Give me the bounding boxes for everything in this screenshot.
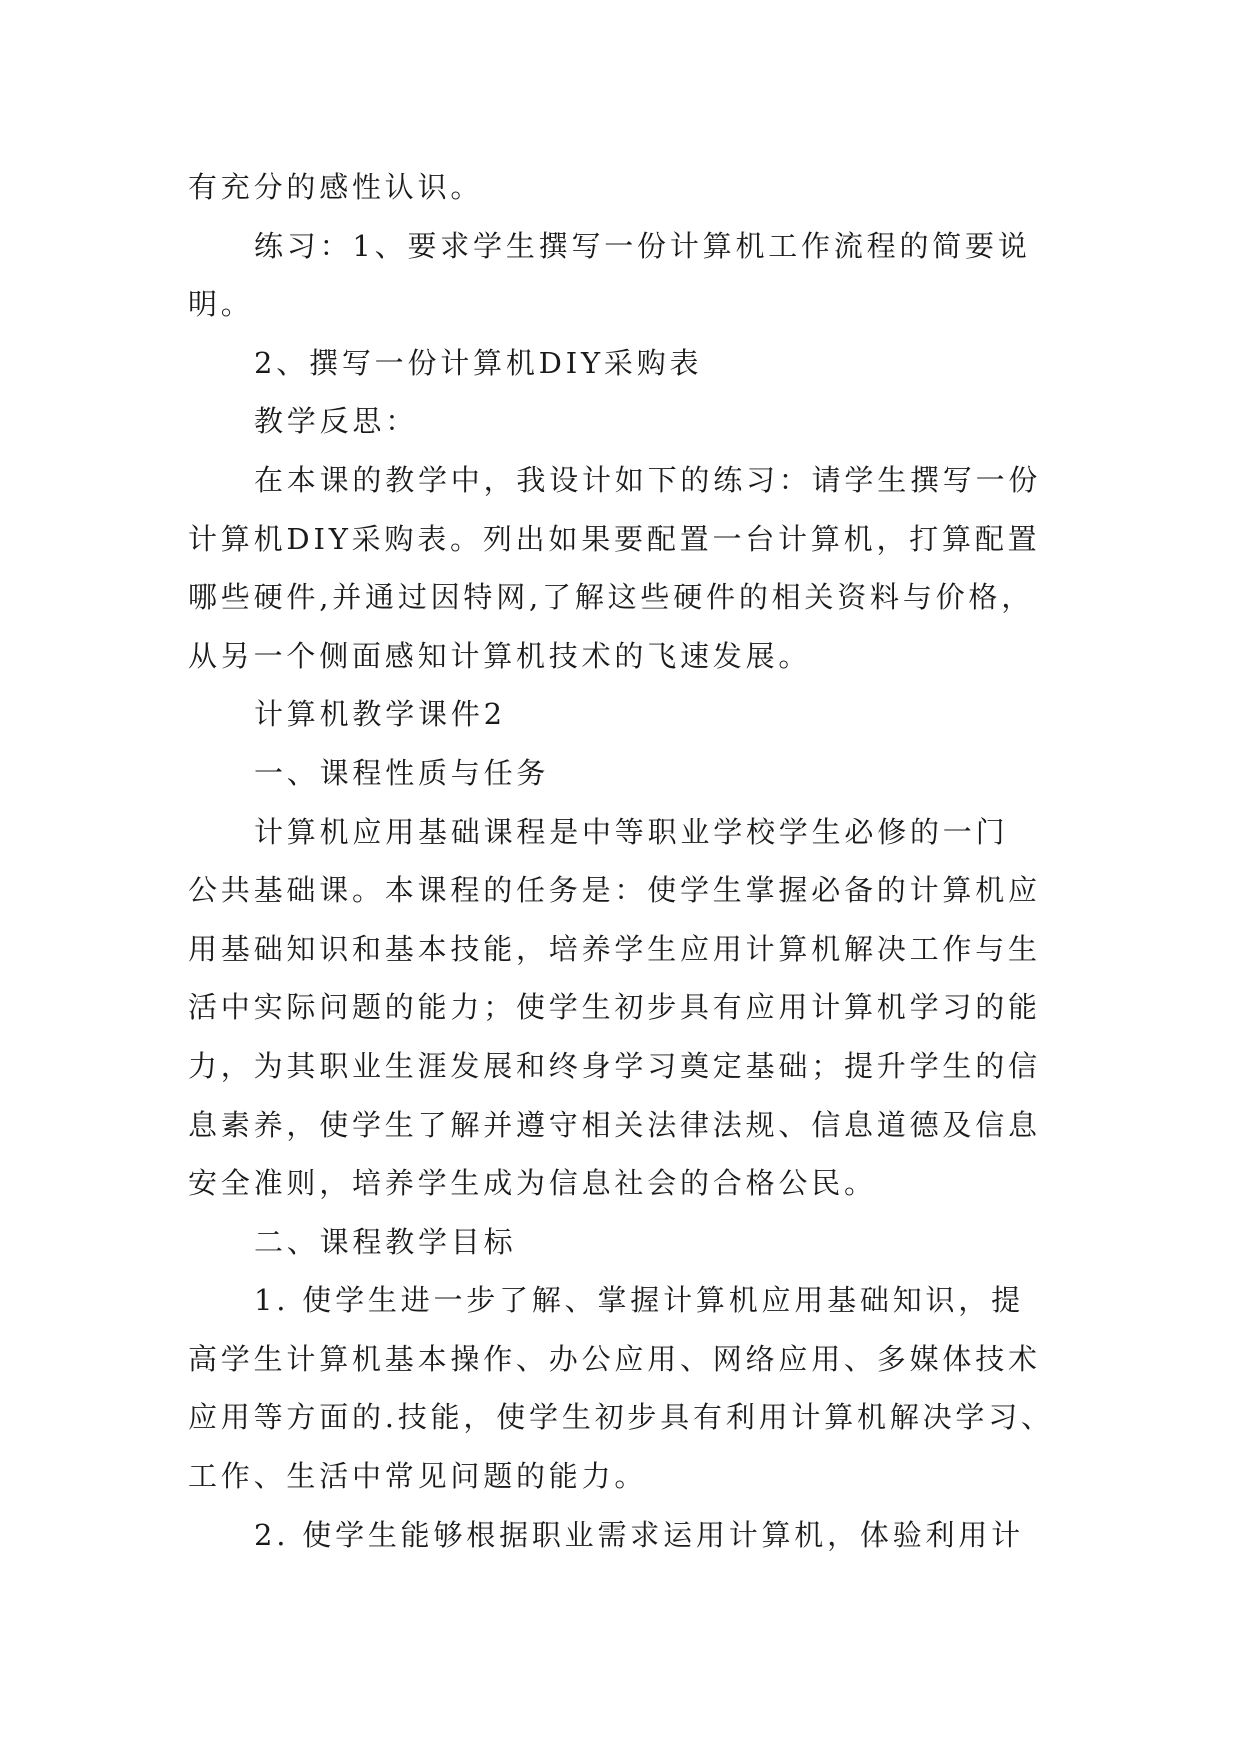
text-line: 高学生计算机基本操作、办公应用、网络应用、多媒体技术 [188, 1341, 1041, 1376]
text-line: 练习：1、要求学生撰写一份计算机工作流程的简要说 [254, 228, 1031, 263]
text-line: 有充分的感性认识。 [188, 170, 484, 204]
text-line: 从另一个侧面感知计算机技术的飞速发展。 [188, 638, 812, 673]
text-line: 计算机DIY采购表。列出如果要配置一台计算机，打算配置 [188, 521, 1041, 556]
section-heading: 二、课程教学目标 [254, 1224, 517, 1259]
text-line: 2. 使学生能够根据职业需求运用计算机，体验利用计 [254, 1517, 1024, 1552]
text-line: 明。 [188, 287, 254, 322]
text-line: 计算机应用基础课程是中等职业学校学生必修的一门 [254, 814, 1009, 849]
text-line: 工作、生活中常见问题的能力。 [188, 1459, 648, 1494]
section-heading: 教学反思： [254, 404, 419, 439]
text-line: 2、撰写一份计算机DIY采购表 [254, 345, 703, 380]
section-heading: 一、课程性质与任务 [254, 755, 550, 790]
text-line: 用基础知识和基本技能，培养学生应用计算机解决工作与生 [188, 931, 1041, 966]
text-line: 息素养，使学生了解并遵守相关法律法规、信息道德及信息 [188, 1107, 1041, 1142]
document-title: 计算机教学课件2 [254, 697, 506, 732]
text-line: 1. 使学生进一步了解、掌握计算机应用基础知识，提 [254, 1283, 1024, 1318]
text-line: 公共基础课。本课程的任务是：使学生掌握必备的计算机应 [188, 873, 1041, 908]
text-line: 力，为其职业生涯发展和终身学习奠定基础；提升学生的信 [188, 1048, 1041, 1083]
text-line: 安全准则，培养学生成为信息社会的合格公民。 [188, 1166, 877, 1201]
text-line: 活中实际问题的能力；使学生初步具有应用计算机学习的能 [188, 990, 1041, 1025]
text-line: 在本课的教学中，我设计如下的练习：请学生撰写一份 [254, 462, 1042, 497]
document-body [188, 158, 1066, 1564]
text-line: 应用等方面的.技能，使学生初步具有利用计算机解决学习、 [188, 1400, 1054, 1435]
text-line: 哪些硬件,并通过因特网,了解这些硬件的相关资料与价格， [188, 580, 1035, 615]
